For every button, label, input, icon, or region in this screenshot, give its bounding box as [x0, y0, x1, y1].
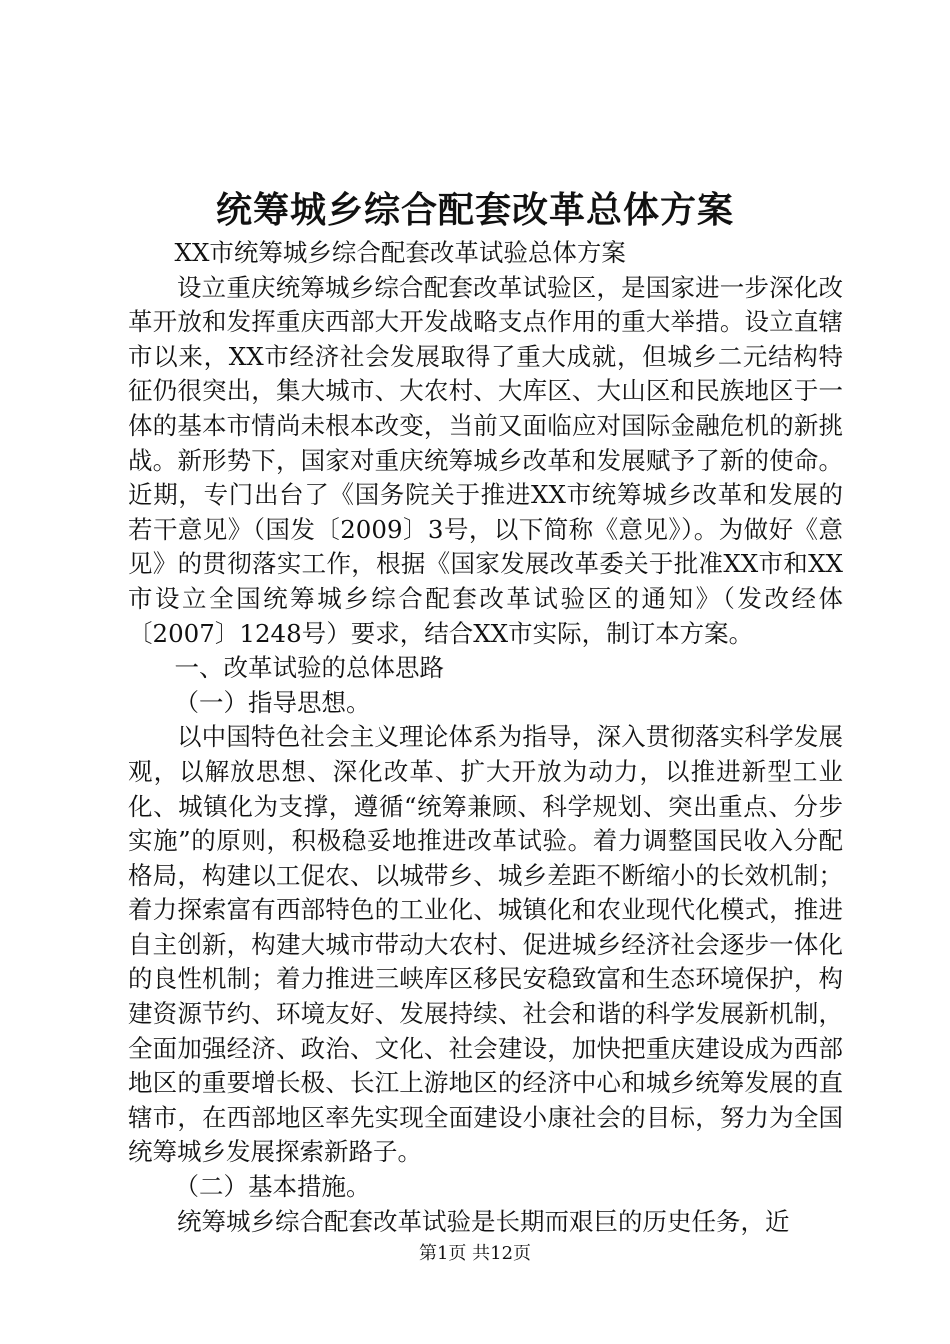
document-title: 统筹城乡综合配套改革总体方案 — [215, 189, 734, 231]
document-subtitle: XX市统筹城乡综合配套改革试验总体方案 — [174, 238, 626, 267]
page-number-footer: 第1页 共12页 — [418, 1243, 532, 1264]
subsection-heading-basic-measures: （二）基本措施。 — [174, 1172, 371, 1202]
paragraph-guiding-ideology: 以中国特色社会主义理论体系为指导，深入贯彻落实科学发展观，以解放思想、深化改革、扩大开放为动力，以推进新型工业化、城镇化为支撑，遵循“统筹兼顾、科学规划、突出重点、分步实施”的原则，积极稳妥地推进改革试验。着力调整国民收入分配格局，构建以工促农、以城带乡、城乡差距不断缩小的长效机制；着力探索富有西部特色的工业化、城镇化和农业现代化模式，推进自主创新，构建大城市带动大农村、促进城乡经济社会逐步一体化的良性机制；着力推进三峡库区移民安稳致富和生态环境保护，构建资源节约、环境友好、发展持续、社会和谐的科学发展新机制，全面加强经济、政治、文化、社会建设，加快把重庆建设成为西部地区的重要增长极、长江上游地区的经济中心和城乡统筹发展的直辖市，在西部地区率先实现全面建设小康社会的目标，努力为全国统筹城乡发展探索新路子。 — [128, 722, 843, 1167]
document-body — [128, 236, 843, 1239]
section-heading-overall-thinking: 一、改革试验的总体思路 — [174, 653, 445, 683]
paragraph-intro: 设立重庆统筹城乡综合配套改革试验区，是国家进一步深化改革开放和发挥重庆西部大开发战略支点作用的重大举措。设立直辖市以来，XX市经济社会发展取得了重大成就，但城乡二元结构特征仍很突出，集大城市、大农村、大库区、大山区和民族地区于一体的基本市情尚未根本改变，当前又面临应对国际金融危机的新挑战。新形势下，国家对重庆统筹城乡改革和发展赋予了新的使命。近期，专门出台了《国务院关于推进XX市统筹城乡改革和发展的若干意见》（国发〔2009〕3号，以下简称《意见》）。为做好《意见》的贯彻落实工作，根据《国家发展改革委关于批准XX市和XX市设立全国统筹城乡综合配套改革试验区的通知》（发改经体〔2007〕1248号）要求，结合XX市实际，制订本方案。 — [128, 272, 843, 648]
paragraph-basic-measures: 统筹城乡综合配套改革试验是长期而艰巨的历史任务，近 — [177, 1206, 790, 1236]
subsection-heading-guiding-ideology: （一）指导思想。 — [174, 687, 371, 717]
